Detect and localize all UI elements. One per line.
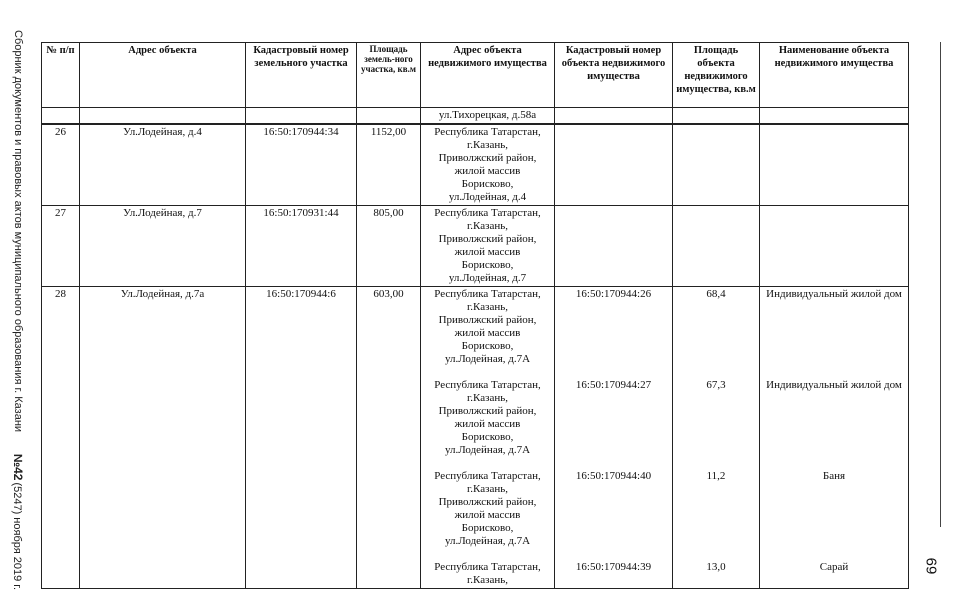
property-address-line: жилой массив — [454, 418, 521, 430]
side-margin — [0, 0, 36, 589]
row-property-addresses — [421, 124, 555, 206]
header-property-address: Адрес объекта недвижимого имущества — [421, 43, 555, 108]
property-area: 11,2 — [706, 470, 726, 482]
right-margin-rule — [940, 42, 941, 527]
property-address-line: Приволжский район, — [438, 152, 537, 164]
row-number: 26 — [42, 124, 80, 206]
row-property-areas — [673, 206, 760, 287]
header-num: № п/п — [42, 43, 80, 108]
row-land-area: 603,00 — [357, 287, 421, 589]
property-address — [424, 561, 551, 587]
property-name — [763, 207, 905, 285]
row-property-cadastrals — [555, 287, 673, 589]
property-name — [763, 126, 905, 204]
row-land-area: 1152,00 — [357, 124, 421, 206]
property-area — [676, 126, 756, 204]
table-row — [42, 206, 909, 287]
row-property-names — [760, 206, 909, 287]
property-address — [424, 379, 551, 457]
property-address-line: Приволжский район, — [438, 496, 537, 508]
property-address-line: Приволжский район, — [438, 405, 537, 417]
property-address-line: жилой массив — [454, 165, 521, 177]
property-address-line: Республика Татарстан, — [434, 470, 541, 482]
continuation-row — [42, 108, 909, 125]
property-name: Баня — [822, 470, 846, 482]
property-cadastral: 16:50:170944:27 — [575, 379, 652, 391]
row-property-areas — [673, 287, 760, 589]
header-land-area: Площадь земель-ного участка, кв.м — [357, 43, 421, 108]
header-property-cadastral: Кадастровый номер объекта недвижимого имущества — [555, 43, 673, 108]
row-property-addresses — [421, 206, 555, 287]
property-address — [424, 126, 551, 204]
header-address: Адрес объекта — [80, 43, 246, 108]
row-property-names — [760, 124, 909, 206]
property-area: 13,0 — [706, 561, 726, 573]
header-land-cadastral: Кадастровый номер земельного участка — [246, 43, 357, 108]
row-land-area: 805,00 — [357, 206, 421, 287]
header-property-area: Площадь объекта недвижимого имущества, кв.м — [673, 43, 760, 108]
issue-date: (5247) ноября 2019 г. — [11, 482, 23, 590]
row-property-addresses — [421, 287, 555, 589]
property-address-line: Республика Татарстан, — [434, 379, 541, 391]
row-land-cadastral: 16:50:170944:6 — [246, 287, 357, 589]
property-address-line: ул.Лодейная, д.4 — [448, 191, 527, 203]
table-row — [42, 287, 909, 589]
property-area — [676, 207, 756, 285]
property-address-line: ул.Лодейная, д.7 — [448, 272, 527, 284]
property-address-line: Борисково, — [461, 431, 514, 443]
property-address-line: жилой массив — [454, 327, 521, 339]
row-number: 27 — [42, 206, 80, 287]
property-address-line: ул.Лодейная, д.7А — [444, 444, 531, 456]
property-address-line: Приволжский район, — [438, 233, 537, 245]
property-area: 68,4 — [706, 288, 726, 300]
property-cadastral — [558, 207, 669, 285]
row-address: Ул.Лодейная, д.7а — [80, 287, 246, 589]
header-row — [42, 43, 909, 108]
property-address-line: г.Казань, — [467, 392, 508, 404]
property-address-line: Республика Татарстан, — [434, 561, 541, 573]
row-land-cadastral: 16:50:170931:44 — [246, 206, 357, 287]
property-address-line: Приволжский район, — [438, 314, 537, 326]
side-running-text — [11, 30, 25, 590]
property-address — [424, 207, 551, 285]
collection-title: Сборник документов и правовых актов муниципального образования г. Казани — [12, 30, 24, 433]
issue-info — [11, 454, 25, 590]
property-register-table — [41, 42, 909, 589]
property-address-line: Республика Татарстан, — [434, 207, 541, 219]
property-cadastral — [558, 126, 669, 204]
property-cadastral: 16:50:170944:39 — [575, 561, 652, 573]
property-address-line: жилой массив — [454, 509, 521, 521]
row-property-cadastrals — [555, 206, 673, 287]
row-property-names — [760, 287, 909, 589]
property-address-line: г.Казань, — [467, 574, 508, 586]
issue-number: №42 — [11, 453, 25, 481]
property-address — [424, 288, 551, 366]
table-row — [42, 124, 909, 206]
property-address-line: Борисково, — [461, 340, 514, 352]
page-number: 69 — [923, 557, 941, 575]
property-cadastral: 16:50:170944:40 — [575, 470, 652, 482]
property-address-line: ул.Лодейная, д.7А — [444, 353, 531, 365]
property-area: 67,3 — [706, 379, 726, 391]
property-name: Индивидуальный жилой дом — [766, 288, 902, 300]
property-address-line: Борисково, — [461, 178, 514, 190]
row-address: Ул.Лодейная, д.4 — [80, 124, 246, 206]
row-land-cadastral: 16:50:170944:34 — [246, 124, 357, 206]
property-address-line: г.Казань, — [467, 301, 508, 313]
continuation-address: ул.Тихорецкая, д.58а — [421, 108, 555, 125]
property-address-line: г.Казань, — [467, 483, 508, 495]
property-address-line: Борисково, — [461, 522, 514, 534]
row-number: 28 — [42, 287, 80, 589]
property-address-line: Республика Татарстан, — [434, 288, 541, 300]
property-name: Индивидуальный жилой дом — [766, 379, 902, 391]
property-address-line: ул.Лодейная, д.7А — [444, 535, 531, 547]
property-cadastral: 16:50:170944:26 — [575, 288, 652, 300]
property-address-line: жилой массив — [454, 246, 521, 258]
row-address: Ул.Лодейная, д.7 — [80, 206, 246, 287]
property-address-line: Борисково, — [461, 259, 514, 271]
property-address — [424, 470, 551, 548]
property-address-line: г.Казань, — [467, 139, 508, 151]
property-name: Сарай — [819, 561, 849, 573]
property-address-line: Республика Татарстан, — [434, 126, 541, 138]
header-property-name: Наименование объекта недвижимого имущества — [760, 43, 909, 108]
row-property-cadastrals — [555, 124, 673, 206]
property-address-line: г.Казань, — [467, 220, 508, 232]
row-property-areas — [673, 124, 760, 206]
